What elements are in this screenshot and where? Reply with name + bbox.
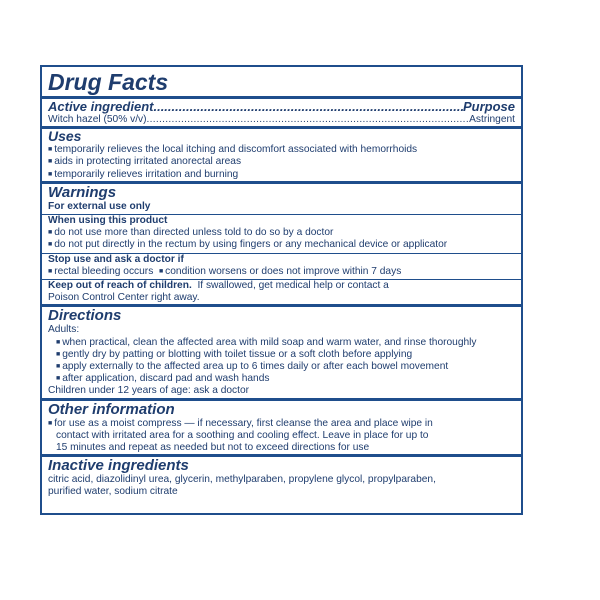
directions-item: ■ gently dry by patting or blotting with toilet tissue or a soft cloth before applying bbox=[48, 349, 515, 361]
when-using-heading: When using this product bbox=[48, 215, 168, 227]
other-information-line: ■ for use as a moist compress — if necessary, first cleanse the area and place wipe in bbox=[48, 418, 515, 430]
directions-item: ■ after application, discard pad and wash hands bbox=[48, 373, 515, 385]
inactive-ingredients-heading: Inactive ingredients bbox=[48, 457, 189, 475]
stop-use-item: ■ rectal bleeding occurs bbox=[48, 266, 153, 277]
active-ingredient-heading: Active ingredient bbox=[48, 99, 154, 114]
active-ingredient-purpose: Astringent bbox=[469, 114, 515, 125]
uses-item: ■ temporarily relieves the local itching and discomfort associated with hemorrhoids bbox=[48, 144, 515, 156]
warnings-heading: Warnings bbox=[48, 183, 117, 201]
purpose-heading: Purpose bbox=[462, 99, 515, 114]
stop-use-items bbox=[48, 266, 515, 278]
inactive-ingredients-line: purified water, sodium citrate bbox=[48, 486, 178, 498]
inactive-ingredients-line: citric acid, diazolidinyl urea, glycerin, methylparaben, propylene glycol, propylparaben, bbox=[48, 474, 436, 486]
drug-facts-title: Drug Facts bbox=[48, 69, 169, 95]
uses-heading: Uses bbox=[48, 128, 82, 145]
children-text: Children under 12 years of age: ask a doctor bbox=[48, 385, 250, 397]
external-use-text: For external use only bbox=[48, 200, 151, 212]
other-information-heading: Other information bbox=[48, 400, 175, 418]
stop-use-heading: Stop use and ask a doctor if bbox=[48, 253, 184, 265]
directions-heading: Directions bbox=[48, 307, 122, 325]
other-information-line: contact with irritated area for a soothing and cooling effect. Leave in place for up to bbox=[56, 429, 429, 441]
leader-dots bbox=[153, 99, 463, 114]
active-ingredient-row bbox=[48, 114, 515, 126]
uses-item: ■ aids in protecting irritated anorectal areas bbox=[48, 156, 515, 168]
keep-out-heading: Keep out of reach of children. bbox=[48, 280, 192, 292]
when-using-item: ■ do not use more than directed unless told to do so by a doctor bbox=[48, 227, 515, 239]
keep-out-line bbox=[48, 280, 515, 292]
leader-dots bbox=[147, 114, 470, 126]
keep-out-text-2: Poison Control Center right away. bbox=[48, 292, 200, 304]
uses-item: ■ temporarily relieves irritation and burning bbox=[48, 169, 515, 181]
directions-item: ■ when practical, clean the affected area with mild soap and warm water, and rinse thoroughly bbox=[48, 337, 515, 349]
drug-facts-panel bbox=[40, 65, 523, 515]
adults-label: Adults: bbox=[48, 324, 80, 336]
directions-item: ■ apply externally to the affected area up to 6 times daily or after each bowel movement bbox=[48, 361, 515, 373]
active-ingredient-header bbox=[48, 99, 515, 114]
when-using-item: ■ do not put directly in the rectum by using fingers or any mechanical device or applicator bbox=[48, 239, 515, 251]
stop-use-item: ■ condition worsens or does not improve within 7 days bbox=[159, 266, 401, 277]
keep-out-text: If swallowed, get medical help or contact a bbox=[197, 280, 389, 292]
active-ingredient-name: Witch hazel (50% v/v) bbox=[48, 114, 147, 125]
other-information-line: 15 minutes and repeat as needed but not to exceed directions for use bbox=[56, 442, 370, 454]
